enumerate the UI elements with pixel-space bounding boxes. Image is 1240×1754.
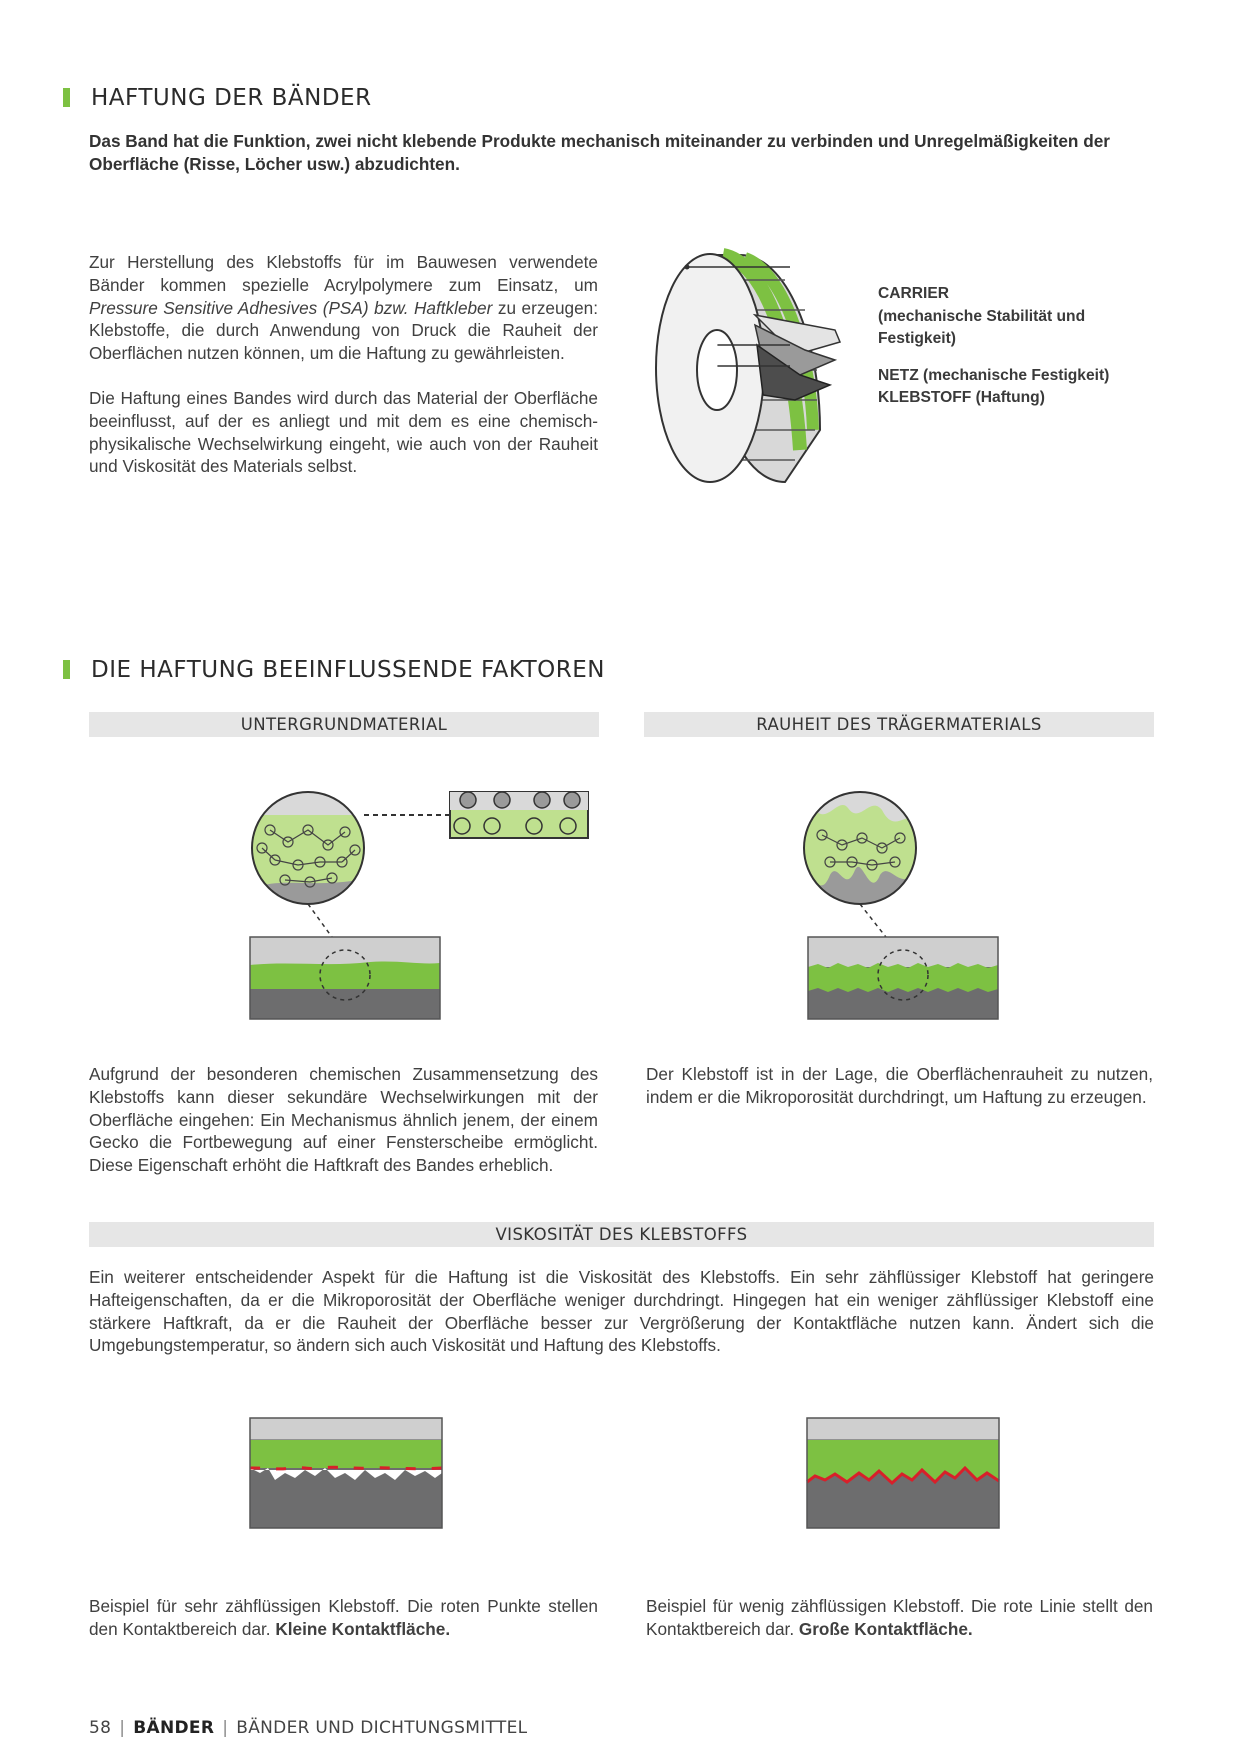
footer-category: BÄNDER <box>133 1718 215 1738</box>
footer-subtitle: BÄNDER UND DICHTUNGSMITTEL <box>236 1718 528 1738</box>
layer-legend <box>878 283 1109 410</box>
col1-text: Aufgrund der besonderen chemischen Zusammensetzung des Klebstoffs kann dieser sekundäre Wechselwirkungen mit der Oberfläche eingehen: Ein Mechanismus ähnlich jenem, der einem Gecko die Fortbewegung auf einer Fensterscheibe ermöglicht. Diese Eigenschaft erhöht die Haftkraft des Bandes erheblich. <box>89 1064 598 1176</box>
legend-carrier: CARRIER <box>878 285 950 302</box>
intro-paragraphs <box>89 251 598 500</box>
accent-bar <box>63 88 70 107</box>
page-number: 58 <box>89 1718 112 1738</box>
paragraph-haftung: Die Haftung eines Bandes wird durch das Material der Oberfläche beeinflusst, auf der es anliegt und mit dem es eine chemisch-physikalische Wechselwirkung eingeht, wie auch von der Rauheit und Viskosität des Materials selbst. <box>89 387 598 477</box>
roughness-cross-section <box>808 937 998 1019</box>
section-title-haftung: HAFTUNG DER BÄNDER <box>63 85 372 111</box>
col2-text: Der Klebstoff ist in der Lage, die Oberflächenrauheit zu nutzen, indem er die Mikroporosität durchdringt, um Haftung zu erzeugen. <box>646 1064 1153 1107</box>
caption-high-viscosity: Beispiel für sehr zähflüssigen Klebstoff. Die roten Punkte stellen den Kontaktbereich dar. Kleine Kontaktfläche. <box>89 1596 598 1639</box>
paragraph-psa: Zur Herstellung des Klebstoffs für im Bauwesen verwendete Bänder kommen spezielle Acrylpolymere zum Einsatz, um Pressure Sensitive Adhesives (PSA) bzw. Haftkleber zu erzeugen: Klebstoffe, die durch Anwendung von Druck die Rauheit der Oberflächen nutzen können, um die Haftung zu gewährleisten. <box>89 252 598 364</box>
accent-bar <box>63 660 70 679</box>
header-viskositaet: VISKOSITÄT DES KLEBSTOFFS <box>89 1222 1154 1247</box>
legend-klebstoff: KLEBSTOFF (Haftung) <box>878 389 1045 406</box>
legend-netz: NETZ (mechanische Festigkeit) <box>878 366 1110 384</box>
tape-roll-illustration <box>645 250 885 490</box>
viscosity-text: Ein weiterer entscheidender Aspekt für die Haftung ist die Viskosität des Klebstoffs. Ein sehr zähflüssiger Klebstoff hat geringere Hafteigenschaften, da er die Mikroporosität der Oberfläche weniger durchdringt. Hingegen hat ein weniger zähflüssiger Klebstoff eine stärkere Haftkraft, da er die Rauheit der Oberfläche besser zur Vergrößerung der Kontaktfläche nutzen kann. Ändert sich die Umgebungstemperatur, so ändern sich auch Viskosität und Haftung des Klebstoffs. <box>89 1267 1154 1356</box>
legend-carrier-desc2: Festigkeit) <box>878 330 956 347</box>
page-footer: 58 | BÄNDER | BÄNDER UND DICHTUNGSMITTEL <box>89 1718 528 1738</box>
caption-low-viscosity: Beispiel für wenig zähflüssigen Klebstoff. Die rote Linie stellt den Kontaktbereich dar. Große Kontaktfläche. <box>646 1596 1153 1639</box>
header-rauheit: RAUHEIT DES TRÄGERMATERIALS <box>644 712 1154 737</box>
high-viscosity-illustration <box>250 1418 442 1528</box>
substrate-cross-section <box>250 937 440 1019</box>
legend-carrier-desc1: (mechanische Stabilität und <box>878 307 1086 325</box>
section-title-faktoren: DIE HAFTUNG BEEINFLUSSENDE FAKTOREN <box>63 657 605 683</box>
header-untergrundmaterial: UNTERGRUNDMATERIAL <box>89 712 599 737</box>
intro-lead: Das Band hat die Funktion, zwei nicht klebende Produkte mechanisch miteinander zu verbinden und Unregelmäßigkeiten der Oberfläche (Risse, Löcher usw.) abzudichten. <box>89 131 1110 174</box>
low-viscosity-illustration <box>807 1418 999 1528</box>
